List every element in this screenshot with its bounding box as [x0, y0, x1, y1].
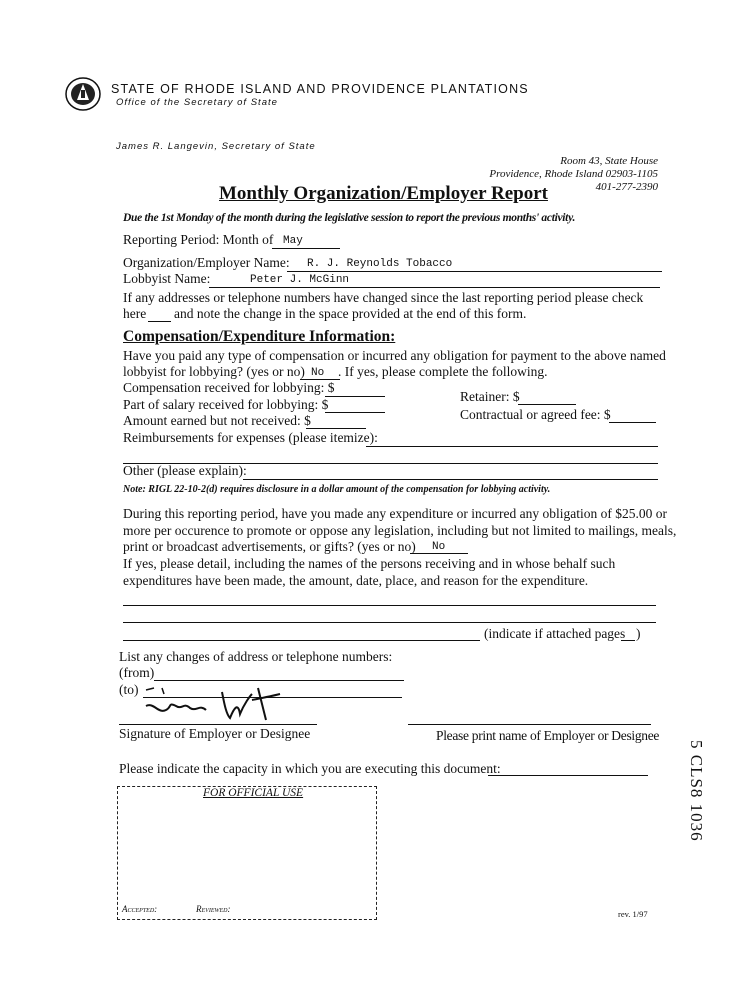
- official-use-label: FOR OFFICIAL USE: [200, 787, 306, 799]
- revision-label: rev. 1/97: [618, 909, 648, 919]
- compensation-received-label: Compensation received for lobbying: $: [123, 380, 335, 395]
- reporting-period-value[interactable]: May: [283, 235, 303, 247]
- signature-scribble: [140, 684, 290, 726]
- expenditure-detail-line-3[interactable]: [123, 640, 480, 641]
- address-line-1: Room 43, State House: [560, 155, 658, 167]
- expenditure-answer[interactable]: No: [432, 541, 446, 553]
- compensation-answer[interactable]: No: [311, 367, 325, 379]
- compensation-question: Have you paid any type of compensation or incurred any obligation for payment to the above named: [123, 348, 666, 363]
- reimbursements-field[interactable]: [366, 446, 658, 447]
- organization-label: Organization/Employer Name:: [123, 255, 290, 270]
- expenditure-detail-line-1[interactable]: [123, 605, 656, 606]
- contractual-label: Contractual or agreed fee: $: [460, 407, 611, 422]
- lobbyist-label: Lobbyist Name:: [123, 271, 211, 286]
- compensation-question-2: lobbyist for lobbying? (yes or no): [123, 364, 305, 379]
- compensation-heading: Compensation/Expenditure Information:: [123, 328, 396, 345]
- contractual-field[interactable]: [609, 422, 656, 423]
- salary-part-label: Part of salary received for lobbying: $: [123, 397, 329, 412]
- expenditure-text-2: more per occurence to promote or oppose any legislation, including but not limited to mailings, meals,: [123, 523, 677, 538]
- capacity-label: Please indicate the capacity in which you are executing this document:: [119, 761, 501, 776]
- salary-part-field[interactable]: [325, 412, 385, 413]
- office-name: Office of the Secretary of State: [116, 97, 278, 108]
- signature-field[interactable]: [119, 724, 317, 725]
- lobbyist-value[interactable]: Peter J. McGinn: [250, 274, 350, 286]
- page-title: Monthly Organization/Employer Report: [219, 183, 548, 204]
- expenditure-text-5: expenditures have been made, the amount, date, place, and reason for the expenditure.: [123, 573, 589, 588]
- other-field[interactable]: [243, 479, 658, 480]
- document-stamp: 5 CLS8 1036: [687, 740, 706, 842]
- phone-number: 401-277-2390: [595, 181, 658, 193]
- reimbursements-label: Reimbursements for expenses (please itemize):: [123, 430, 378, 445]
- signature-label: Signature of Employer or Designee: [119, 726, 311, 741]
- address-change-here: here: [123, 306, 147, 321]
- reporting-period-label: Reporting Period: Month of: [123, 232, 274, 247]
- compensation-received-field[interactable]: [325, 396, 385, 397]
- expenditure-text-4: If yes, please detail, including the names of the persons receiving and in whose behalf such: [123, 556, 616, 571]
- amount-earned-label: Amount earned but not received: $: [123, 413, 311, 428]
- organization-value[interactable]: R. J. Reynolds Tobacco: [307, 258, 453, 270]
- attached-pages-field[interactable]: [621, 640, 635, 641]
- retainer-label: Retainer: $: [460, 389, 520, 404]
- address-line-2: Providence, Rhode Island 02903-1105: [489, 168, 658, 180]
- official-use-box: [117, 786, 377, 920]
- attached-pages-close: ): [636, 626, 641, 641]
- reviewed-label: Reviewed:: [196, 904, 231, 914]
- state-name: STATE OF RHODE ISLAND AND PROVIDENCE PLANTATIONS: [111, 82, 529, 96]
- secretary-name: James R. Langevin, Secretary of State: [116, 141, 316, 152]
- rigl-note: Note: RIGL 22-10-2(d) requires disclosure in a dollar amount of the compensation for lobbying activity.: [123, 484, 551, 495]
- from-label: (from): [119, 665, 155, 680]
- print-name-field[interactable]: [408, 724, 651, 725]
- address-change-checkbox[interactable]: [148, 321, 171, 322]
- expenditure-text-3: print or broadcast advertisements, or gifts? (yes or no): [123, 539, 416, 554]
- from-field[interactable]: [154, 680, 404, 681]
- address-change-text: If any addresses or telephone numbers have changed since the last reporting period please check: [123, 290, 644, 305]
- address-change-note: and note the change in the space provided at the end of this form.: [174, 306, 527, 321]
- expenditure-detail-line-2[interactable]: [123, 622, 656, 623]
- print-name-label: Please print name of Employer or Designee: [436, 728, 660, 743]
- compensation-question-3: . If yes, please complete the following.: [338, 364, 548, 379]
- state-seal: [64, 76, 102, 112]
- accepted-label: Accepted:: [122, 904, 158, 914]
- capacity-field[interactable]: [488, 775, 648, 776]
- amount-earned-field[interactable]: [306, 428, 366, 429]
- retainer-field[interactable]: [518, 404, 576, 405]
- expenditure-text-1: During this reporting period, have you made any expenditure or incurred any obligation of $25.00 or: [123, 506, 667, 521]
- other-label: Other (please explain):: [123, 463, 247, 478]
- list-changes-label: List any changes of address or telephone numbers:: [119, 649, 393, 664]
- attached-pages-label: (indicate if attached pages: [484, 626, 626, 641]
- due-note: Due the 1st Monday of the month during the legislative session to report the previous months' activity.: [123, 212, 576, 224]
- to-label: (to): [119, 682, 139, 697]
